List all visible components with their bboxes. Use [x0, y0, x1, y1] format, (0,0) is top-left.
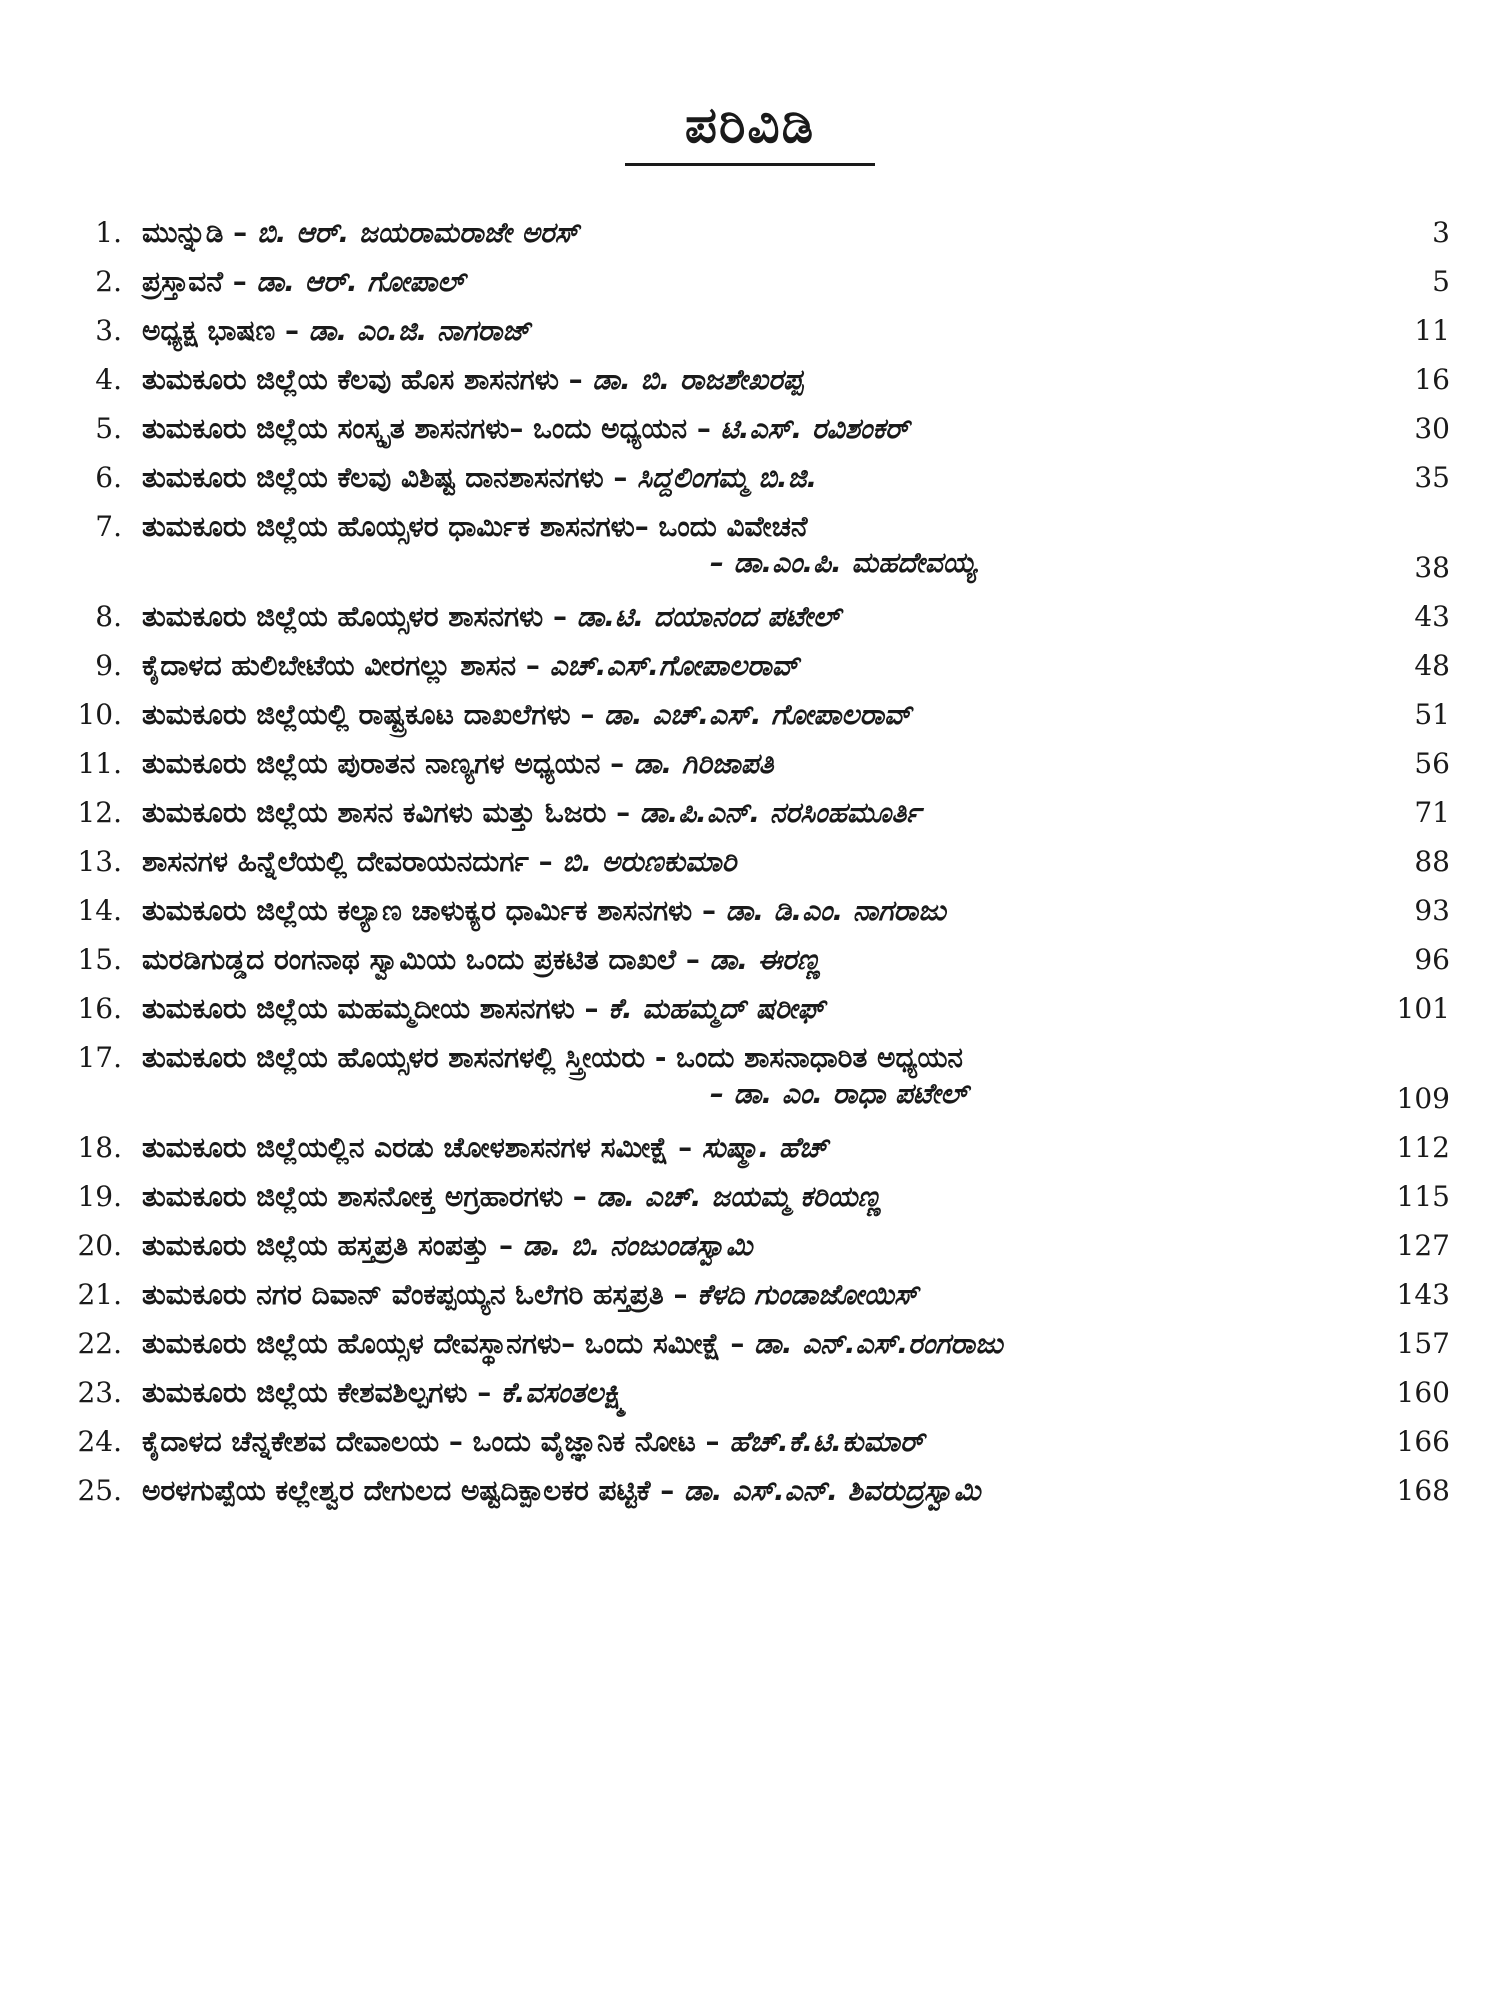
entry-page-number: 143	[1396, 1278, 1450, 1311]
entry-title: ತುಮಕೂರು ಜಿಲ್ಲೆಯ ಶಾಸನ ಕವಿಗಳು ಮತ್ತು ಓಜರು	[142, 796, 607, 829]
entry-author: ಡಾ. ಬಿ. ನಂಜುಂಡಸ್ವಾಮಿ	[522, 1229, 753, 1262]
entry-title: ತುಮಕೂರು ಜಿಲ್ಲೆಯ ಕೇಶವಶಿಲ್ಪಗಳು	[142, 1376, 468, 1409]
entry-text	[142, 1130, 1340, 1166]
entry-number: 11.	[77, 747, 122, 780]
entry-title: ತುಮಕೂರು ಜಿಲ್ಲೆಯ ಮಹಮ್ಮದೀಯ ಶಾಸನಗಳು	[142, 992, 575, 1025]
entry-author: ಡಾ. ಎಚ್.ಎಸ್. ಗೋಪಾಲರಾವ್	[604, 698, 912, 731]
entry-title: ಅರಳಗುಪ್ಪೆಯ ಕಲ್ಲೇಶ್ವರ ದೇಗುಲದ ಅಷ್ಟದಿಕ್ಪಾಲಕರ ಪಟ್ಟಿಕೆ	[142, 1474, 651, 1507]
toc-entry	[60, 844, 1450, 880]
entry-author: ಡಾ. ಎಂ.ಜಿ. ನಾಗರಾಜ್	[308, 314, 531, 347]
entry-author: ಡಾ. ಬಿ. ರಾಜಶೇಖರಪ್ಪ	[592, 363, 804, 396]
toc-entry	[60, 942, 1450, 978]
entry-author: – ಡಾ. ಎಂ. ರಾಧಾ ಪಟೇಲ್	[710, 1077, 968, 1111]
entry-page-number: 5	[1432, 265, 1450, 298]
entry-text	[142, 1375, 1340, 1411]
entry-title: ತುಮಕೂರು ನಗರ ದಿವಾನ್ ವೆಂಕಪ್ಪಯ್ಯನ ಓಲೆಗರಿ ಹಸ್ತಪ್ರತಿ	[142, 1278, 664, 1311]
entry-page-number: 51	[1414, 698, 1450, 731]
toc-entry	[60, 991, 1450, 1027]
entry-number: 18.	[77, 1131, 122, 1164]
entry-author: ಡಾ. ಎನ್.ಎಸ್.ರಂಗರಾಜು	[754, 1327, 1003, 1360]
entry-text	[142, 460, 1340, 496]
toc-entry	[60, 411, 1450, 447]
entry-separator: –	[489, 1229, 523, 1262]
entry-page-number: 157	[1396, 1327, 1450, 1360]
entry-number: 1.	[95, 216, 122, 249]
entry-text	[142, 1326, 1340, 1362]
entry-number: 23.	[77, 1376, 122, 1409]
entry-separator: –	[528, 845, 563, 878]
toc-entry	[60, 264, 1450, 300]
entry-title: ಶಾಸನಗಳ ಹಿನ್ನೆಲೆಯಲ್ಲಿ ದೇವರಾಯನದುರ್ಗ	[142, 845, 529, 878]
entry-number: 2.	[95, 265, 122, 298]
toc-entry	[60, 1040, 1450, 1113]
toc-entry	[60, 215, 1450, 251]
entry-separator: –	[668, 1131, 702, 1164]
entry-separator: –	[676, 943, 710, 976]
entry-title: ತುಮಕೂರು ಜಿಲ್ಲೆಯ ಹಸ್ತಪ್ರತಿ ಸಂಪತ್ತು	[142, 1229, 490, 1262]
entry-separator: –	[563, 1180, 597, 1213]
entry-page-number: 168	[1396, 1474, 1450, 1507]
entry-number: 20.	[77, 1229, 122, 1262]
entry-text	[142, 893, 1340, 929]
entry-page-number: 16	[1414, 363, 1450, 396]
toc-entry	[60, 362, 1450, 398]
toc-entry	[60, 1277, 1450, 1313]
toc-entry	[60, 313, 1450, 349]
entry-separator: –	[467, 1376, 501, 1409]
entry-text	[142, 648, 1340, 684]
entry-separator: –	[574, 992, 609, 1025]
entry-text	[142, 411, 1340, 447]
entry-separator: –	[720, 1327, 755, 1360]
entry-separator: –	[695, 1425, 730, 1458]
entry-text	[142, 844, 1340, 880]
toc-entry	[60, 893, 1450, 929]
entry-number: 5.	[95, 412, 122, 445]
entry-title: ತುಮಕೂರು ಜಿಲ್ಲೆಯ ಕೆಲವು ವಿಶಿಷ್ಟ ದಾನಶಾಸನಗಳು	[142, 461, 604, 494]
entry-text	[142, 1277, 1340, 1313]
entry-title: ತುಮಕೂರು ಜಿಲ್ಲೆಯಲ್ಲಿ ರಾಷ್ಟ್ರಕೂಟ ದಾಖಲೆಗಳು	[142, 698, 571, 731]
entry-number: 13.	[77, 845, 122, 878]
toc-entry	[60, 648, 1450, 684]
entry-title: ತುಮಕೂರು ಜಿಲ್ಲೆಯ ಹೊಯ್ಸಳರ ಧಾರ್ಮಿಕ ಶಾಸನಗಳು– ಒಂದು ವಿವೇಚನೆ	[142, 510, 808, 543]
entry-text	[142, 746, 1340, 782]
entry-number: 3.	[95, 314, 122, 347]
entry-page-number: 127	[1396, 1229, 1450, 1262]
entry-author: ಟಿ.ಎಸ್. ರವಿಶಂಕರ್	[720, 412, 909, 445]
entry-author: ಡಾ. ಎಚ್. ಜಯಮ್ಮ ಕರಿಯಣ್ಣ	[596, 1180, 882, 1213]
entry-number: 8.	[95, 600, 122, 633]
entry-number: 14.	[77, 894, 122, 927]
entry-title: ತುಮಕೂರು ಜಿಲ್ಲೆಯಲ್ಲಿನ ಎರಡು ಚೋಳಶಾಸನಗಳ ಸಮೀಕ್ಷೆ	[142, 1131, 669, 1164]
entry-separator: –	[600, 747, 634, 780]
entry-text	[142, 697, 1340, 733]
entry-author: ಡಾ. ಎಸ್.ಎನ್. ಶಿವರುದ್ರಸ್ವಾಮಿ	[683, 1474, 981, 1507]
entry-page-number: 48	[1414, 649, 1450, 682]
toc-entry	[60, 1130, 1450, 1166]
entry-page-number: 101	[1396, 992, 1450, 1025]
entry-author: ಡಾ. ಗಿರಿಜಾಪತಿ	[633, 747, 774, 780]
entry-page-number: 38	[1414, 551, 1450, 584]
entry-number: 17.	[77, 1041, 122, 1074]
entry-text	[142, 942, 1340, 978]
toc-entry	[60, 460, 1450, 496]
entry-author: ಬಿ. ಅರುಣಕುಮಾರಿ	[562, 845, 737, 878]
entry-author: ಡಾ. ಈರಣ್ಣ	[709, 943, 821, 976]
entry-page-number: 160	[1396, 1376, 1450, 1409]
entry-number: 10.	[77, 698, 122, 731]
entry-separator: –	[606, 796, 640, 829]
entry-title: ತುಮಕೂರು ಜಿಲ್ಲೆಯ ಕಲ್ಯಾಣ ಚಾಳುಕ್ಯರ ಧಾರ್ಮಿಕ ಶಾಸನಗಳು	[142, 894, 693, 927]
entry-author: ಸಿದ್ದಲಿಂಗಮ್ಮ ಬಿ.ಜಿ.	[637, 461, 818, 494]
entry-title: ಪ್ರಸ್ತಾವನೆ	[142, 265, 223, 298]
entry-separator: –	[222, 265, 257, 298]
entry-title: ತುಮಕೂರು ಜಿಲ್ಲೆಯ ಪುರಾತನ ನಾಣ್ಯಗಳ ಅಧ್ಯಯನ	[142, 747, 601, 780]
entry-title: ತುಮಕೂರು ಜಿಲ್ಲೆಯ ಶಾಸನೋಕ್ತ ಅಗ್ರಹಾರಗಳು	[142, 1180, 564, 1213]
entry-separator: –	[570, 698, 605, 731]
entry-text	[142, 1179, 1340, 1215]
entry-page-number: 109	[1396, 1082, 1450, 1115]
entry-author: ಎಚ್.ಎಸ್.ಗೋಪಾಲರಾವ್	[549, 649, 799, 682]
entry-page-number: 35	[1414, 461, 1450, 494]
entry-text	[142, 509, 1340, 545]
entry-number: 22.	[77, 1327, 122, 1360]
entry-page-number: 11	[1414, 314, 1450, 347]
entry-text	[142, 795, 1340, 831]
entry-page-number: 93	[1414, 894, 1450, 927]
toc-entry	[60, 1326, 1450, 1362]
entry-number: 12.	[77, 796, 122, 829]
entry-page-number: 56	[1414, 747, 1450, 780]
entry-separator: –	[516, 649, 550, 682]
entry-page-number: 3	[1432, 216, 1450, 249]
entry-text	[142, 1228, 1340, 1264]
entry-number: 9.	[95, 649, 122, 682]
entry-separator: –	[543, 600, 577, 633]
entry-text	[142, 599, 1340, 635]
toc-entry	[60, 697, 1450, 733]
toc-entry	[60, 746, 1450, 782]
entry-title: ಕೈದಾಳದ ಚೆನ್ನಕೇಶವ ದೇವಾಲಯ – ಒಂದು ವೈಜ್ಞಾನಿಕ ನೋಟ	[142, 1425, 696, 1458]
toc-entry	[60, 795, 1450, 831]
toc-entry	[60, 1424, 1450, 1460]
toc-entry	[60, 1179, 1450, 1215]
entry-author: ಕೆಳದಿ ಗುಂಡಾಜೋಯಿಸ್	[697, 1278, 919, 1311]
entry-title: ತುಮಕೂರು ಜಿಲ್ಲೆಯ ಸಂಸ್ಕೃತ ಶಾಸನಗಳು– ಒಂದು ಅಧ್ಯಯನ	[142, 412, 688, 445]
entry-title: ತುಮಕೂರು ಜಿಲ್ಲೆಯ ಹೊಯ್ಸಳ ದೇವಸ್ಥಾನಗಳು– ಒಂದು ಸಮೀಕ್ಷೆ	[142, 1327, 721, 1360]
entry-number: 24.	[77, 1425, 122, 1458]
entry-title: ಮುನ್ನುಡಿ	[142, 216, 224, 249]
entry-title: ತುಮಕೂರು ಜಿಲ್ಲೆಯ ಕೆಲವು ಹೊಸ ಶಾಸನಗಳು	[142, 363, 559, 396]
entry-number: 6.	[95, 461, 122, 494]
entry-author: – ಡಾ.ಎಂ.ಪಿ. ಮಹದೇವಯ್ಯ	[710, 546, 977, 580]
entry-number: 25.	[77, 1474, 122, 1507]
entry-author: ಡಾ.ಟಿ. ದಯಾನಂದ ಪಟೇಲ್	[576, 600, 841, 633]
toc-entry	[60, 1473, 1450, 1509]
entry-separator: –	[558, 363, 593, 396]
entry-separator: –	[650, 1474, 684, 1507]
entry-text	[142, 264, 1340, 300]
entry-separator: –	[223, 216, 257, 249]
toc-entry	[60, 1375, 1450, 1411]
entry-page-number: 96	[1414, 943, 1450, 976]
title-block	[0, 95, 1500, 166]
entry-number: 7.	[95, 510, 122, 543]
title-underline	[625, 163, 875, 166]
entry-page-number: 166	[1396, 1425, 1450, 1458]
entry-text	[142, 1424, 1340, 1460]
entry-separator: –	[663, 1278, 698, 1311]
entry-text	[142, 362, 1340, 398]
entry-title: ತುಮಕೂರು ಜಿಲ್ಲೆಯ ಹೊಯ್ಸಳರ ಶಾಸನಗಳು	[142, 600, 544, 633]
entry-page-number: 43	[1414, 600, 1450, 633]
entry-page-number: 71	[1414, 796, 1450, 829]
entry-separator: –	[275, 314, 309, 347]
entry-page-number: 88	[1414, 845, 1450, 878]
entry-author: ಹೆಚ್.ಕೆ.ಟಿ.ಕುಮಾರ್	[729, 1425, 924, 1458]
entry-number: 21.	[77, 1278, 122, 1311]
entry-author: ಕೆ. ಮಹಮ್ಮದ್ ಷರೀಫ್	[608, 992, 825, 1025]
entry-title: ಮರಡಿಗುಡ್ಡದ ರಂಗನಾಥ ಸ್ವಾಮಿಯ ಒಂದು ಪ್ರಕಟಿತ ದಾಖಲೆ	[142, 943, 677, 976]
entry-author: ಬಿ. ಆರ್. ಜಯರಾಮರಾಜೇ ಅರಸ್	[256, 216, 579, 249]
entry-author: ಡಾ.ಪಿ.ಎನ್. ನರಸಿಂಹಮೂರ್ತಿ	[639, 796, 921, 829]
entry-page-number: 112	[1396, 1131, 1450, 1164]
entry-separator: –	[603, 461, 638, 494]
entry-number: 16.	[77, 992, 122, 1025]
entry-text	[142, 1473, 1340, 1509]
entry-author: ಸುಷ್ಮಾ. ಹೆಚ್	[701, 1131, 828, 1164]
entry-title: ಕೈದಾಳದ ಹುಲಿಬೇಟೆಯ ವೀರಗಲ್ಲು ಶಾಸನ	[142, 649, 517, 682]
entry-text	[142, 991, 1340, 1027]
entry-text	[142, 215, 1340, 251]
entry-number: 19.	[77, 1180, 122, 1213]
entry-author: ಕೆ.ವಸಂತಲಕ್ಷ್ಮಿ	[500, 1376, 628, 1409]
toc-entry	[60, 599, 1450, 635]
entry-author: ಡಾ. ಡಿ.ಎಂ. ನಾಗರಾಜು	[725, 894, 946, 927]
entry-page-number: 30	[1414, 412, 1450, 445]
entry-number: 4.	[95, 363, 122, 396]
entry-title: ಅಧ್ಯಕ್ಷ ಭಾಷಣ	[142, 314, 276, 347]
entry-page-number: 115	[1396, 1180, 1450, 1213]
toc-entry	[60, 1228, 1450, 1264]
entry-title: ತುಮಕೂರು ಜಿಲ್ಲೆಯ ಹೊಯ್ಸಳರ ಶಾಸನಗಳಲ್ಲಿ ಸ್ತ್ರೀಯರು - ಒಂದು ಶಾಸನಾಧಾರಿತ ಅಧ್ಯಯನ	[142, 1041, 963, 1074]
toc-entry	[60, 509, 1450, 582]
entry-text	[142, 1040, 1340, 1076]
entry-author: ಡಾ. ಆರ್. ಗೋಪಾಲ್	[256, 265, 465, 298]
entry-text	[142, 313, 1340, 349]
entry-separator: –	[687, 412, 721, 445]
entry-separator: –	[692, 894, 726, 927]
entry-number: 15.	[77, 943, 122, 976]
page-title: ಪರಿವಿಡಿ	[684, 96, 816, 154]
